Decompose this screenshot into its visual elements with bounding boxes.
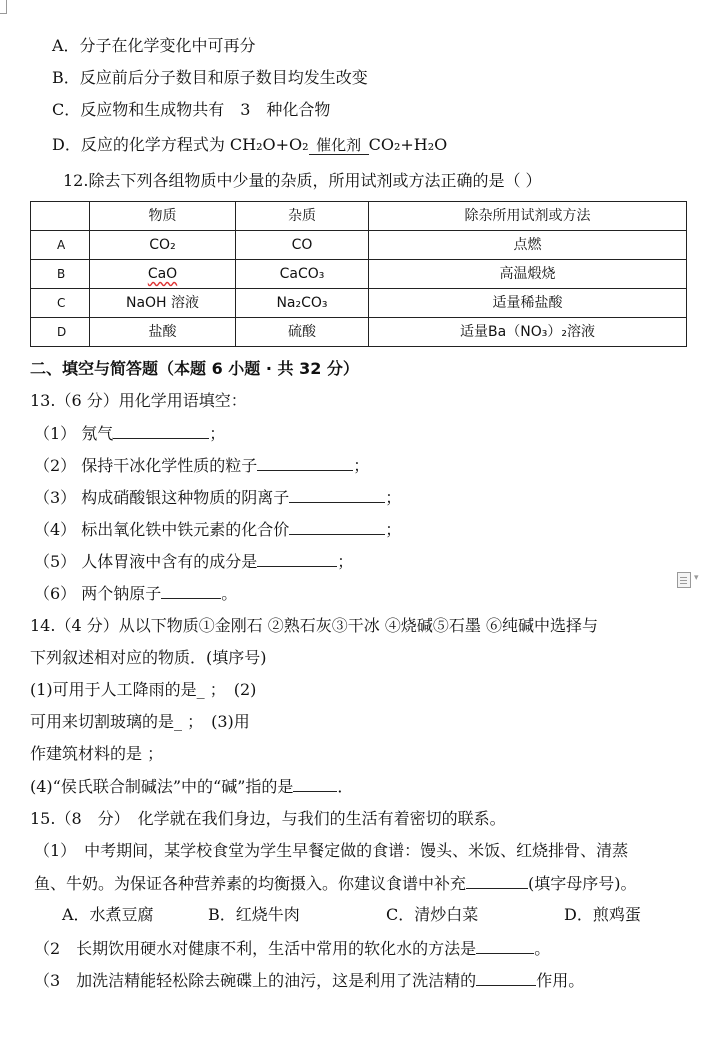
q15-option-d: D．煎鸡蛋 xyxy=(564,905,641,924)
page-corner-mark xyxy=(6,0,7,14)
row-impurity: CO xyxy=(236,231,369,260)
q11-option-d xyxy=(52,130,447,160)
table-header-cell: 杂质 xyxy=(236,202,369,231)
answer-blank[interactable] xyxy=(293,775,337,792)
answer-blank[interactable] xyxy=(113,422,209,439)
answer-blank[interactable] xyxy=(289,486,385,503)
q13-item-4: （4） 标出氧化铁中铁元素的化合价 ； xyxy=(34,520,402,539)
answer-blank[interactable] xyxy=(476,937,534,954)
q12-table xyxy=(30,201,687,347)
q11-option-a: A．分子在化学变化中可再分 xyxy=(52,36,256,55)
table-header-row xyxy=(31,202,687,231)
equation-reactants: D．反应的化学方程式为 CH₂O+O₂ xyxy=(52,135,309,154)
row-option: D xyxy=(31,318,90,347)
spellcheck-underlined-text: CaO xyxy=(147,266,178,282)
q15-part-3: （3 加洗洁精能轻松除去碗碟上的油污，这是利用了洗洁精的 作用。 xyxy=(34,971,585,990)
catalyst-label: 催化剂 xyxy=(316,136,362,154)
table-header-cell: 除杂所用试剂或方法 xyxy=(369,202,687,231)
q11-option-b: B．反应前后分子数目和原子数目均发生改变 xyxy=(52,68,368,87)
q15-option-a: A．水煮豆腐 xyxy=(62,905,154,924)
q11-option-c: C．反应物和生成物共有 3 种化合物 xyxy=(52,100,331,119)
q15-part-1: （1） 中考期间，某学校食堂为学生早餐定做的食谱：馒头、米饭、红烧排骨、清蒸 xyxy=(34,841,629,860)
row-option: C xyxy=(31,289,90,318)
row-impurity: 硫酸 xyxy=(236,318,369,347)
q13-stem: 13.（6 分）用化学用语填空： xyxy=(30,391,247,410)
table-header-cell: 物质 xyxy=(90,202,236,231)
table-row xyxy=(31,231,687,260)
q12-stem: 12.除去下列各组物质中少量的杂质，所用试剂或方法正确的是（ ） xyxy=(63,171,542,190)
table-header-cell xyxy=(31,202,90,231)
q13-item-5: （5） 人体胃液中含有的成分是 ； xyxy=(34,552,354,571)
table-row xyxy=(31,318,687,347)
q13-item-3: （3） 构成硝酸银这种物质的阴离子 ； xyxy=(34,488,402,507)
q15-stem: 15.（8 分） 化学就在我们身边，与我们的生活有着密切的联系。 xyxy=(30,809,506,828)
answer-blank[interactable] xyxy=(476,969,536,986)
row-method: 点燃 xyxy=(369,231,687,260)
answer-blank[interactable] xyxy=(289,518,385,535)
answer-blank[interactable] xyxy=(161,582,221,599)
q14-stem: 14.（4 分）从以下物质①金刚石 ②熟石灰③干冰 ④烧碱⑤石墨 ⑥纯碱中选择与 xyxy=(30,616,598,635)
row-substance: 盐酸 xyxy=(90,318,236,347)
equation-products: CO₂+H₂O xyxy=(368,135,448,154)
row-option: A xyxy=(31,231,90,260)
table-row xyxy=(31,289,687,318)
q15-part-2: （2 长期饮用硬水对健康不利，生活中常用的软化水的方法是 。 xyxy=(34,939,551,958)
row-method: 高温煅烧 xyxy=(369,260,687,289)
row-option: B xyxy=(31,260,90,289)
q15-option-b: B．红烧牛肉 xyxy=(208,905,300,924)
answer-blank[interactable] xyxy=(257,454,353,471)
row-substance: CO₂ xyxy=(90,231,236,260)
q15-option-c: C．清炒白菜 xyxy=(386,905,479,924)
q14-part-2: 可用来切割玻璃的是_ ； (3)用 xyxy=(30,712,250,731)
q15-part-1-cont: 鱼、牛奶。为保证各种营养素的均衡摄入。你建议食谱中补充 (填字母序号)。 xyxy=(34,874,637,893)
chevron-down-icon[interactable]: ▾ xyxy=(694,573,699,583)
page-corner-mark xyxy=(0,13,7,14)
q14-instruction: 下列叙述相对应的物质．(填序号) xyxy=(30,648,267,667)
row-method: 适量Ba（NO₃）₂溶液 xyxy=(369,318,687,347)
table-row xyxy=(31,260,687,289)
row-substance: NaOH 溶液 xyxy=(90,289,236,318)
catalyst-arrow xyxy=(309,136,369,160)
q13-item-1: （1） 氖气 ； xyxy=(34,424,226,443)
q14-part-3: 作建筑材料的是 ； xyxy=(30,744,164,763)
row-impurity: Na₂CO₃ xyxy=(236,289,369,318)
row-substance xyxy=(90,260,236,289)
q13-item-2: （2） 保持干冰化学性质的粒子 ； xyxy=(34,456,370,475)
document-comment-icon[interactable] xyxy=(677,572,691,588)
q13-item-6: （6） 两个钠原子 。 xyxy=(34,584,238,603)
row-method: 适量稀盐酸 xyxy=(369,289,687,318)
section-heading: 二、填空与简答题（本题 6 小题 · 共 32 分） xyxy=(30,359,359,378)
q14-part-4: (4)“侯氏联合制碱法”中的“碱”指的是 ． xyxy=(30,777,354,796)
answer-blank[interactable] xyxy=(257,550,337,567)
answer-blank[interactable] xyxy=(466,872,528,889)
row-impurity: CaCO₃ xyxy=(236,260,369,289)
q14-part-1: (1)可用于人工降雨的是_ ； (2) xyxy=(30,680,257,699)
